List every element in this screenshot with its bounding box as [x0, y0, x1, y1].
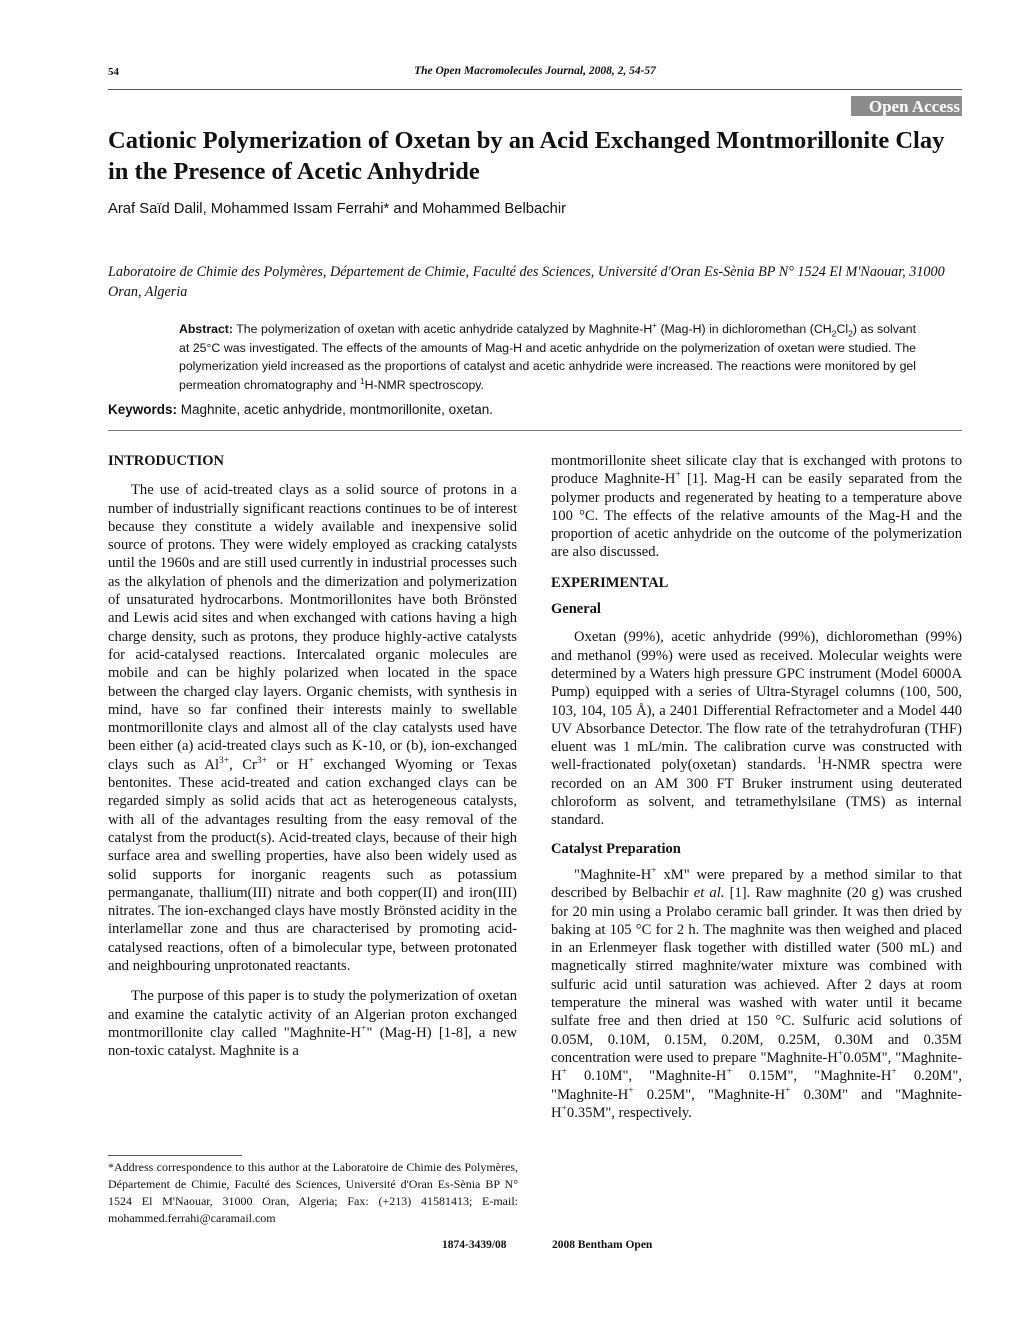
paragraph-text: montmorillonite sheet silicate clay that is exchanged with protons to produce Maghnite-H [551, 453, 962, 488]
paragraph-text: 0.25M", "Maghnite-H [633, 1086, 786, 1103]
paragraph-text: 0.05M", "Maghnite-H [551, 1049, 962, 1085]
heading-introduction: INTRODUCTION [108, 453, 225, 469]
superscript: 1 [360, 376, 365, 386]
page-number: 54 [108, 66, 119, 78]
superscript: 3+ [256, 755, 267, 766]
paragraph-text: The purpose of this paper is to study the polymerization of oxetan and examine the catalytic activity of an Algerian proton exchanged montmorillonite clay called "Maghnite-H [108, 988, 517, 1041]
correspondence-footnote: *Address correspondence to this author at the Laboratoire de Chimie des Polymères, Département de Chimie, Faculté des Sciences, Université d'Oran Es-Sènia BP N° 1524 El M'Naouar, 31000 Oran, Algeria; Fax: (+213) 41581413; E-mail: mohammed.ferrahi@caramail.com [108, 1160, 518, 1225]
superscript: + [785, 1085, 791, 1096]
abstract [179, 320, 916, 394]
abstract-text: (Mag-H) in dichloromethan (CH [656, 322, 832, 336]
keywords-label: Keywords: [108, 402, 178, 417]
journal-citation: The Open Macromolecules Journal, 2008, 2, 54-57 [414, 65, 656, 77]
paragraph-text: 0.20M", "Maghnite-H [551, 1068, 962, 1103]
citation-etal: et al. [693, 885, 725, 902]
abstract-text: The polymerization of oxetan with acetic anhydride catalyzed by Maghnite-H [236, 322, 653, 336]
paragraph-text: "Maghnite-H [574, 866, 652, 883]
superscript: + [652, 320, 657, 330]
abstract-text: ) as solvant at 25°C was investigated. The effects of the amounts of Mag-H and acetic anhydride on the polymerization of oxetan were studied. The polymerization yield increased as the proportions of catalyst and acetic anhydride were increased. The reactions were monitored by gel permeation chromatography and [179, 322, 916, 392]
paragraph-text: [1]. Raw maghnite (20 g) was crushed for 20 min using a Prolabo ceramic ball grinder. It was then dried by baking at 105 °C for 2 h. The maghnite was then weighed and placed in an Erlenmeyer flask together with distilled water (500 mL) and magnetically stirred maghnite/water mixture was combined with sulfuric acid until saturation was achieved. After 2 days at room temperature the mineral was washed with water until it became sulfate free and then dried at 150 °C. Sulfuric acid solutions of 0.05M, 0.10M, 0.15M, 0.20M, 0.25M, 0.30M and 0.35M concentration were used to prepare "Maghnite-H [551, 885, 962, 1066]
author-list: Araf Saïd Dalil, Mohammed Issam Ferrahi* and Mohammed Belbachir [108, 201, 567, 217]
publisher-copyright: 2008 Bentham Open [552, 1239, 653, 1251]
left-column [108, 452, 517, 1061]
right-column [551, 452, 962, 1122]
superscript: 3+ [219, 755, 230, 766]
subscript: 2 [831, 328, 837, 339]
abstract-text: Cl [836, 322, 849, 336]
superscript: + [308, 755, 314, 766]
superscript: 1 [816, 756, 822, 767]
intro-paragraph-2 [108, 987, 517, 1060]
superscript: + [628, 1085, 634, 1096]
catalyst-paragraph [551, 866, 962, 1122]
section-divider [108, 430, 962, 431]
affiliation: Laboratoire de Chimie des Polymères, Département de Chimie, Faculté des Sciences, Université d'Oran Es-Sènia BP N° 1524 El M'Naouar, 31000 Oran, Algeria [108, 264, 945, 300]
abstract-label: Abstract: [179, 322, 233, 336]
keywords-text: Maghnite, acetic anhydride, montmorillonite, oxetan. [180, 402, 493, 417]
paragraph-text: 0.10M", "Maghnite-H [566, 1068, 727, 1085]
issn: 1874-3439/08 [442, 1239, 507, 1251]
paragraph-text: The use of acid-treated clays as a solid source of protons in a number of industrially significant reactions continues to be of interest because they constitute a widely available and inexpensive solid source of protons. They were widely employed as cracking catalysts until the 1960s and are still used currently in industrial processes such as the alkylation of phenols and the dimerization and polymerization of unsaturated hydrocarbons. Montmorillonites have both Brönsted and Lewis acid sites and when exchanged with cations having a high charge density, such as protons, they produce highly-active catalysts for acid-catalysed reactions. Intercalated organic molecules are mobile and can be highly polarized when located in the space between the charged clay layers. Organic chemists, with synthesis in mind, have so far confined their interests mainly to swellable montmorillonite clays and almost all of the clay catalysts used have been either (a) acid-treated clays such as K-10, or (b), ion-exchanged clays such as Al [108, 482, 517, 773]
paragraph-text: 0.35M", respectively. [566, 1104, 692, 1121]
superscript: + [675, 470, 681, 481]
superscript: + [561, 1067, 567, 1078]
paragraph-text: " (Mag-H) [1-8], a new non-toxic catalyst. Maghnite is a [108, 1024, 517, 1060]
superscript: + [726, 1067, 732, 1078]
article-title: Cationic Polymerization of Oxetan by an Acid Exchanged Montmorillonite Clay in the Presence of Acetic Anhydride [108, 127, 945, 185]
open-access-badge [851, 96, 962, 116]
footnote-divider [108, 1155, 242, 1156]
general-paragraph [551, 628, 962, 829]
paragraph-text: H-NMR spectra were recorded on an AM 300 FT Bruker instrument using deuterated chloroform as solvent, and tetramethylsilane (TMS) as internal standard. [551, 757, 962, 829]
paragraph-text: , Cr [229, 756, 257, 773]
paragraph-text: 0.30M" and "Maghnite-H [551, 1086, 962, 1121]
header-divider [108, 89, 962, 90]
subscript: 2 [848, 328, 853, 339]
paragraph-text: or H [266, 756, 309, 773]
heading-experimental: EXPERIMENTAL [551, 574, 669, 591]
paragraph-text: exchanged Wyoming or Texas bentonites. These acid-treated and cation exchanged clays can be regarded simply as solid acids that act as heterogeneous catalysts, with all of the advantages resulting from the easy removal of the catalyst from the product(s). Acid-treated clays, because of their high surface area and swelling properties, have also been widely used as solid supports for inorganic reagents such as potassium permanganate, thallium(III) nitrate and both copper(II) and iron(III) nitrates. The ion-exchanged clays have mostly Brönsted acidity in the interlamellar zone and thus are characterised by promoting acid-catalysed reactions, often of a bimolecular type, between protonated and neighbouring unprotonated reactants. [108, 756, 518, 975]
superscript: + [561, 1103, 567, 1114]
keywords [108, 402, 493, 417]
open-access-label: Open Access [868, 97, 960, 116]
paragraph-text: xM" were prepared by a method similar to that described by Belbachir [551, 866, 962, 902]
paragraph-text: [1]. Mag-H can be easily separated from the polymer products and regenerated by heating to a temperature above 100 °C. The effects of the relative amounts of the Mag-H and the proportion of acetic anhydride on the outcome of the polymerization are also discussed. [551, 471, 962, 561]
intro-paragraph-continued [551, 452, 962, 562]
superscript: + [361, 1024, 367, 1035]
superscript: + [891, 1067, 897, 1078]
heading-general: General [551, 601, 601, 618]
heading-catalyst-preparation: Catalyst Preparation [551, 840, 681, 857]
intro-paragraph-1 [108, 481, 517, 975]
superscript: + [837, 1049, 844, 1060]
paragraph-text: 0.15M", "Maghnite-H [731, 1068, 892, 1085]
paragraph-text: Oxetan (99%), acetic anhydride (99%), dichloromethan (99%) and methanol (99%) were used as received. Molecular weights were determined by a Waters high pressure GPC instrument (Model 6000A Pump) equipped with a series of Ultra-Styragel columns (100, 500, 103, 104, 105 Å), a 2401 Differential Refractometer and a Model 440 UV Absorbance Detector. The flow rate of the tetrahydrofuran (THF) eluent was 1 mL/min. The calibration curve was constructed with well-fractionated poly(oxetan) standards. [551, 629, 962, 774]
abstract-text: H-NMR spectroscopy. [364, 377, 484, 392]
superscript: + [651, 866, 657, 877]
